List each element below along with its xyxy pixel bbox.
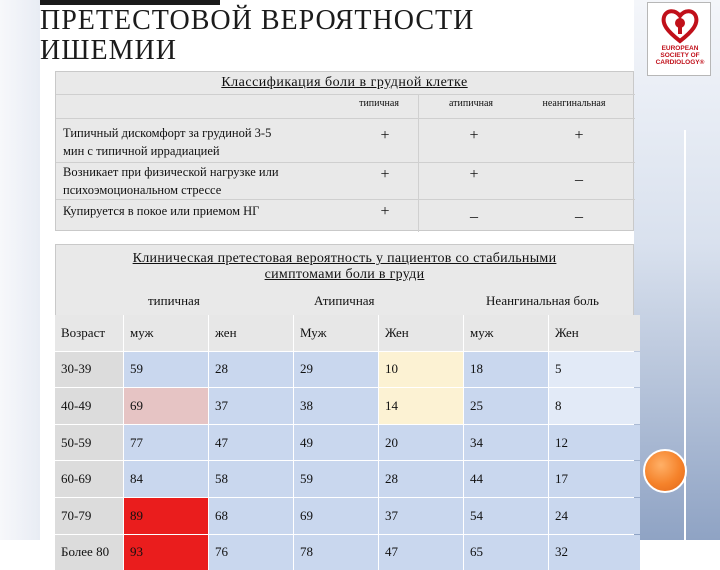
header-age: Возраст <box>55 315 123 351</box>
group-head-typical: типичная <box>148 293 200 308</box>
age-cell: 50-59 <box>55 425 123 461</box>
pain-classification-table <box>55 71 634 231</box>
age-cell: 60-69 <box>55 461 123 497</box>
probability-cell: 8 <box>549 388 640 424</box>
probability-cell: 84 <box>124 461 208 497</box>
probability-cell: 69 <box>294 498 378 534</box>
pretest-probability-table <box>55 315 634 570</box>
probability-cell: 47 <box>209 425 293 461</box>
age-cell: 40-49 <box>55 388 123 424</box>
age-cell: 30-39 <box>55 352 123 388</box>
heart-icon <box>661 8 699 44</box>
criterion-row: Возникает при физической нагрузке или психоэмоциональном стрессе <box>63 165 279 197</box>
divider <box>56 118 635 119</box>
group-head-atypical: Атипичная <box>314 293 375 308</box>
group-head-noncardiac: Неангинальная боль <box>486 293 599 308</box>
probability-cell: 28 <box>209 352 293 388</box>
age-cell: 70-79 <box>55 498 123 534</box>
header-sex: Муж <box>294 315 378 351</box>
left-decor-bar <box>0 0 40 540</box>
mark: + <box>380 203 390 220</box>
probability-cell: 58 <box>209 461 293 497</box>
probability-cell: 38 <box>294 388 378 424</box>
probability-cell: 89 <box>124 498 208 534</box>
probability-cell: 37 <box>209 388 293 424</box>
mark: + <box>380 166 390 183</box>
mark: + <box>469 127 479 144</box>
probability-cell: 10 <box>379 352 463 388</box>
probability-cell: 59 <box>294 461 378 497</box>
probability-cell: 12 <box>549 425 640 461</box>
header-sex: Жен <box>379 315 463 351</box>
probability-cell: 93 <box>124 535 208 570</box>
probability-cell: 29 <box>294 352 378 388</box>
table-caption: Клиническая претестовая вероятность у пациентов со стабильными симптомами боли в груди <box>132 251 557 282</box>
esc-logo <box>647 2 711 76</box>
probability-cell: 24 <box>549 498 640 534</box>
age-cell: Более 80 <box>55 535 123 570</box>
criterion-row: Купируется в покое или приемом НГ <box>63 204 260 218</box>
probability-cell: 47 <box>379 535 463 570</box>
probability-cell: 77 <box>124 425 208 461</box>
probability-cell: 5 <box>549 352 640 388</box>
probability-cell: 65 <box>464 535 548 570</box>
header-sex: муж <box>124 315 208 351</box>
pretest-probability-header <box>55 244 634 316</box>
probability-cell: 20 <box>379 425 463 461</box>
col-head-atypical: атипичная <box>448 98 494 109</box>
probability-cell: 25 <box>464 388 548 424</box>
probability-cell: 78 <box>294 535 378 570</box>
col-head-noncardiac: неангинальная <box>542 98 606 109</box>
probability-cell: 37 <box>379 498 463 534</box>
probability-cell: 44 <box>464 461 548 497</box>
page-title: ПРЕТЕСТОВОЙ ВЕРОЯТНОСТИ ИШЕМИИ <box>40 5 475 66</box>
mark: _ <box>470 203 478 220</box>
probability-cell: 18 <box>464 352 548 388</box>
mark: + <box>469 166 479 183</box>
criterion-row: Типичный дискомфорт за грудиной 3-5 мин с типичной иррадиацией <box>63 126 272 158</box>
mark: _ <box>575 203 583 220</box>
probability-cell: 59 <box>124 352 208 388</box>
divider <box>56 199 635 200</box>
logo-text: EUROPEAN SOCIETY OF CARDIOLOGY® <box>655 45 705 66</box>
mark: + <box>380 127 390 144</box>
mark: _ <box>575 166 583 183</box>
probability-cell: 76 <box>209 535 293 570</box>
table-caption: Классификация боли в грудной клетке <box>221 75 468 90</box>
header-sex: муж <box>464 315 548 351</box>
probability-cell: 49 <box>294 425 378 461</box>
divider <box>56 94 635 95</box>
col-head-typical: типичная <box>359 98 399 109</box>
decor-circle <box>643 449 687 493</box>
divider <box>418 94 419 232</box>
probability-cell: 14 <box>379 388 463 424</box>
probability-cell: 54 <box>464 498 548 534</box>
probability-cell: 28 <box>379 461 463 497</box>
probability-cell: 34 <box>464 425 548 461</box>
probability-cell: 17 <box>549 461 640 497</box>
header-sex: жен <box>209 315 293 351</box>
probability-cell: 32 <box>549 535 640 570</box>
probability-cell: 69 <box>124 388 208 424</box>
probability-cell: 68 <box>209 498 293 534</box>
mark: + <box>574 127 584 144</box>
header-sex: Жен <box>549 315 640 351</box>
